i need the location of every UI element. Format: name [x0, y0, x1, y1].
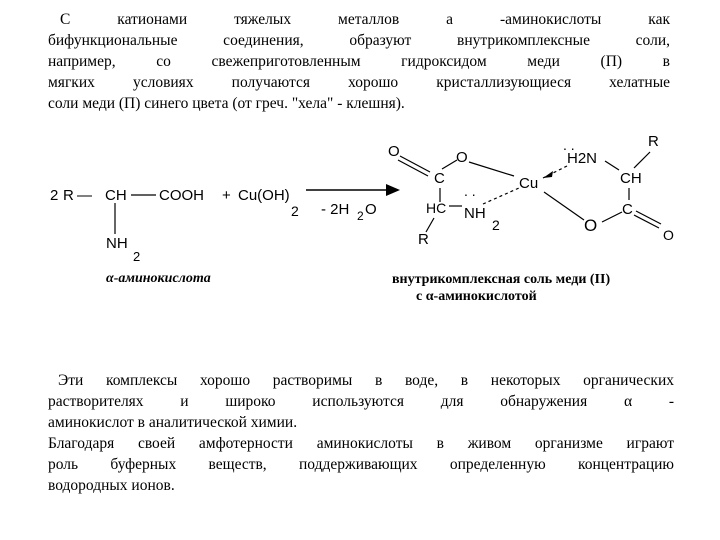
- hydroxide-subscript: 2: [291, 203, 299, 219]
- caption-complex-line-1: внутрикомплексная соль меди (II): [392, 272, 611, 287]
- reaction-scheme: [36, 128, 690, 328]
- cooh-group: COOH: [159, 187, 204, 204]
- copper-hydroxide: Cu(OH): [238, 187, 290, 204]
- carbonyl-oxygen-left: O: [388, 143, 400, 160]
- oxygen-bridge-left: O: [456, 149, 468, 166]
- water-oxygen: O: [365, 201, 377, 218]
- svg-text:. .: . .: [563, 137, 575, 153]
- intro-line-5: соли меди (П) синего цвета (от греч. "хела" - клешня).: [48, 95, 405, 112]
- caption-amino-acid: α-аминокислота: [106, 271, 211, 286]
- ch-right: CH: [620, 170, 642, 187]
- buffer-paragraph: [48, 433, 674, 496]
- para2-line-3: аминокислот в аналитической химии.: [48, 414, 298, 431]
- intro-line-2: бифункциональные соединения, образуют внутрикомплексные соли,: [48, 32, 670, 49]
- para3-line-3: водородных ионов.: [48, 477, 175, 494]
- carbon-left: C: [434, 170, 445, 187]
- r-group-right: R: [648, 133, 659, 150]
- plus-sign: +: [222, 187, 231, 204]
- intro-line-3: например, со свежеприготовленным гидроксидом меди (П) в: [48, 53, 670, 70]
- minus-water: - 2H: [321, 201, 350, 218]
- amino-subscript: 2: [133, 249, 141, 264]
- copper-center: Cu: [519, 175, 539, 192]
- hc-left: HC: [426, 200, 447, 216]
- para2-line-2: растворителях и широко используются для обнаружения α -: [48, 393, 674, 410]
- r-group: R: [63, 187, 74, 204]
- para3-line-2: роль буферных веществ, поддерживающих определенную концентрацию: [48, 456, 674, 473]
- carbonyl-oxygen-right: O: [663, 227, 674, 243]
- water-subscript: 2: [357, 209, 364, 223]
- r-group-left: R: [418, 231, 429, 248]
- amino-group: NH: [106, 235, 128, 252]
- ch-group: CH: [105, 187, 127, 204]
- intro-line-4: мягких условиях получаются хорошо кристаллизующиеся хелатные: [48, 74, 670, 91]
- svg-text:. .: . .: [464, 183, 476, 199]
- oxygen-bridge-right: O: [584, 216, 598, 235]
- nh-subscript-left: 2: [492, 217, 500, 233]
- para2-line-1: Эти комплексы хорошо растворимы в воде, в некоторых органических: [58, 372, 674, 389]
- nh-left: NH: [464, 205, 486, 222]
- coefficient: 2: [50, 187, 59, 204]
- para3-line-1: Благодаря своей амфотерности аминокислоты в живом организме играют: [48, 435, 674, 452]
- h2n-right: H2N: [567, 150, 598, 167]
- application-paragraph: [48, 370, 674, 433]
- carbon-right: C: [622, 201, 633, 218]
- intro-line-1: С катионами тяжелых металлов а -аминокислоты как: [60, 11, 670, 28]
- dash-1: —: [77, 187, 92, 204]
- caption-complex-line-2: с α-аминокислотой: [416, 289, 537, 304]
- intro-paragraph: [48, 9, 670, 114]
